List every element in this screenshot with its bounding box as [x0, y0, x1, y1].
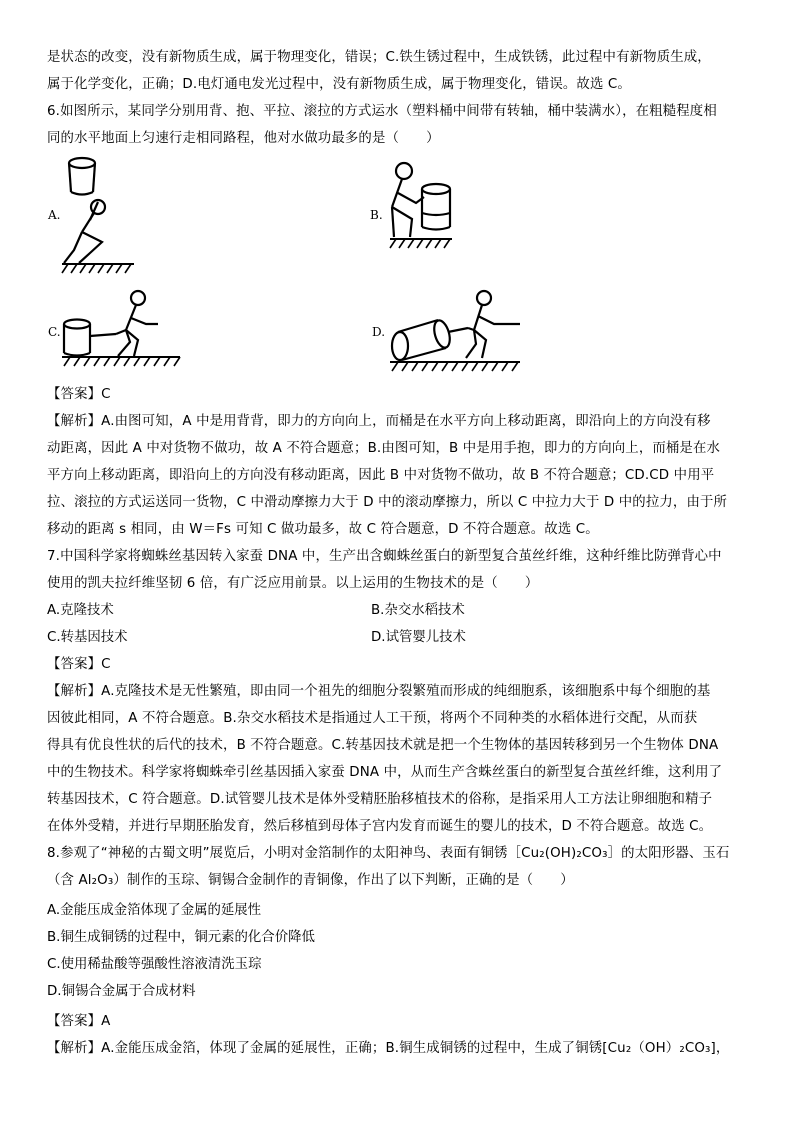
question-8-option-b: B.铜生成铜锈的过程中，铜元素的化合价降低 [47, 930, 315, 945]
question-6-analysis: 【解析】A.由图可知，A 中是用背背，即力的方向向上，而桶是在水平方向上移动距离，即沿向上的方向没有移 [47, 414, 711, 429]
figure-d-label: D. [372, 325, 386, 339]
question-7-option-a: A.克隆技术 [47, 603, 114, 618]
question-7-answer: 【答案】C [47, 657, 111, 672]
figure-a [60, 150, 140, 275]
question-7-analysis: 因彼此相同，A 不符合题意。B.杂交水稻技术是指通过人工干预，将两个不同种类的水稻体进行交配，从而获 [47, 711, 698, 726]
text-line: 是状态的改变，没有新物质生成，属于物理变化，错误；C.铁生锈过程中，生成铁锈，此过程中有新物质生成， [47, 50, 711, 65]
question-8-option-a: A.金能压成金箔体现了金属的延展性 [47, 903, 262, 918]
question-7-option-c: C.转基因技术 [47, 630, 128, 645]
question-8-option-d: D.铜锡合金属于合成材料 [47, 984, 196, 999]
figure-b-label: B. [370, 208, 383, 222]
figure-c-label: C. [48, 325, 61, 339]
figure-a-label: A. [48, 208, 61, 222]
question-7-stem: 7.中国科学家将蜘蛛丝基因转入家蚕 DNA 中，生产出含蜘蛛丝蛋白的新型复合茧丝纤维，这种纤维比防弹背心中 [47, 549, 722, 564]
question-6-stem: 6.如图所示，某同学分别用背、抱、平拉、滚拉的方式运水（塑料桶中间带有转轴，桶中装满水），在粗糙程度相 [47, 104, 717, 119]
question-6-analysis: 平方向上移动距离，即沿向上的方向没有移动距离，因此 B 中对货物不做功，故 B 不符合题意；CD.CD 中用平 [47, 468, 715, 483]
question-7-option-b: B.杂交水稻技术 [371, 603, 465, 618]
person-pulling-sliding-bucket-icon [58, 286, 183, 374]
question-7-analysis: 在体外受精，并进行早期胚胎发育，然后移植到母体子宫内发育而诞生的婴儿的技术，D 不符合题意。故选 C。 [47, 819, 713, 834]
question-6-stem: 同的水平地面上匀速行走相同路程，他对水做功最多的是（ ） [47, 131, 440, 146]
question-7-option-d: D.试管婴儿技术 [371, 630, 466, 645]
question-6-analysis: 拉、滚拉的方式运送同一货物，C 中滑动摩擦力大于 D 中的滚动摩擦力，所以 C 中拉力大于 D 中的拉力，由于所 [47, 495, 728, 510]
question-8-analysis: 【解析】A.金能压成金箔，体现了金属的延展性，正确；B.铜生成铜锈的过程中，生成了铜锈[Cu₂（OH）₂CO₃]， [47, 1041, 730, 1056]
question-7-analysis: 得具有优良性状的后代的技术，B 不符合题意。C.转基因技术就是把一个生物体的基因转移到另一个生物体 DNA [47, 738, 719, 753]
question-6-analysis: 动距离，因此 A 中对货物不做功，故 A 不符合题意；B.由图可知，B 中是用手抱，即力的方向向上，而桶是在水 [47, 441, 721, 456]
question-7-analysis: 【解析】A.克隆技术是无性繁殖，即由同一个祖先的细胞分裂繁殖而形成的纯细胞系，该细胞系中每个细胞的基 [47, 684, 711, 699]
question-8-stem: 8.参观了“神秘的古蜀文明”展览后，小明对金箔制作的太阳神鸟、表面有铜锈［Cu₂(OH)₂CO₃］的太阳形器、玉石 [47, 846, 730, 861]
text-line: 属于化学变化，正确；D.电灯通电发光过程中，没有新物质生成，属于物理变化，错误。故选 C。 [47, 77, 631, 92]
person-carrying-bucket-on-back-icon [60, 150, 140, 275]
question-7-stem: 使用的凯夫拉纤维坚韧 6 倍，有广泛应用前景。以上运用的生物技术的是（ ） [47, 576, 539, 591]
question-6-analysis: 移动的距离 s 相同，由 W＝Fs 可知 C 做功最多，故 C 符合题意，D 不符合题意。故选 C。 [47, 522, 599, 537]
person-pulling-rolling-bucket-icon [386, 286, 526, 378]
person-holding-bucket-icon [382, 155, 472, 273]
question-8-option-c: C.使用稀盐酸等强酸性溶液清洗玉琮 [47, 957, 262, 972]
question-7-analysis: 转基因技术，C 符合题意。D.试管婴儿技术是体外受精胚胎移植技术的俗称，是指采用人工方法让卵细胞和精子 [47, 792, 713, 807]
question-8-stem: （含 Al₂O₃）制作的玉琮、铜锡合金制作的青铜像，作出了以下判断，正确的是（ ） [47, 873, 574, 888]
figure-d [386, 286, 526, 378]
question-6-answer: 【答案】C [47, 387, 111, 402]
question-7-analysis: 中的生物技术。科学家将蜘蛛牵引丝基因插入家蚕 DNA 中，从而生产含蛛丝蛋白的新型复合茧丝纤维，这利用了 [47, 765, 723, 780]
question-8-answer: 【答案】A [47, 1014, 111, 1029]
figure-b [382, 155, 472, 273]
figure-c [58, 286, 183, 374]
